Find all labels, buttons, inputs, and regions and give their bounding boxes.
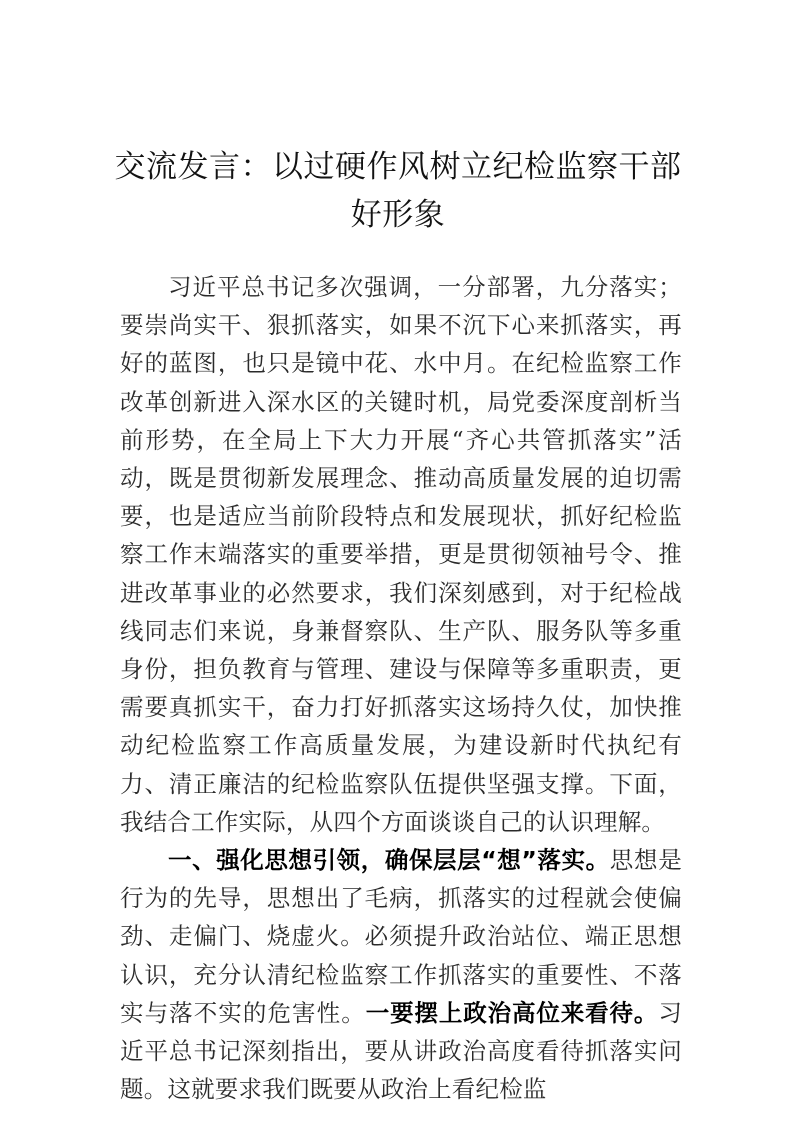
paragraph-section-one (120, 841, 682, 1108)
paragraph-opening (120, 268, 682, 841)
subpoint-heading-one: 一要摆上政治高位来看待。 (365, 998, 659, 1027)
document-body (120, 268, 682, 1108)
section-heading-one: 一、强化思想引领，确保层层“想”落实。 (168, 846, 610, 875)
paragraph-run-text: 习近平总书记多次强调，一分部署，九分落实；要崇尚实干、狠抓落实，如果不沉下心来抓落实，再好的蓝图，也只是镜中花、水中月。在纪检监察工作改革创新进入深水区的关键时机，局党委深度剖析当前形势，在全局上下大力开展“齐心共管抓落实”活动，既是贯彻新发展理念、推动高质量发展的迫切需要，也是适应当前阶段特点和发展现状，抓好纪检监察工作末端落实的重要举措，更是贯彻领袖号令、推进改革事业的必然要求，我们深刻感到，对于纪检战线同志们来说，身兼督察队、生产队、服务队等多重身份，担负教育与管理、建设与保障等多重职责，更需要真抓实干，奋力打好抓落实这场持久仗，加快推动纪检监察工作高质量发展，为建设新时代执纪有力、清正廉洁的纪检监察队伍提供坚强支撑。下面，我结合工作实际，从四个方面谈谈自己的认识理解。 (120, 273, 682, 836)
paragraph-run-text: 思想是行为的先导，思想出了毛病，抓落实的过程就会使偏劲、走偏门、烧虚火。必须提升政治站位、端正思想认识，充分认清纪检监察工作抓落实的重要性、不落实与落不实的危害性。 (120, 846, 682, 1027)
page-title: 交流发言：以过硬作风树立纪检监察干部好形象 (114, 148, 682, 232)
paragraph-run-text: 习近平总书记深刻指出，要从讲政治高度看待抓落实问题。这就要求我们既要从政治上看纪检监 (120, 998, 683, 1104)
